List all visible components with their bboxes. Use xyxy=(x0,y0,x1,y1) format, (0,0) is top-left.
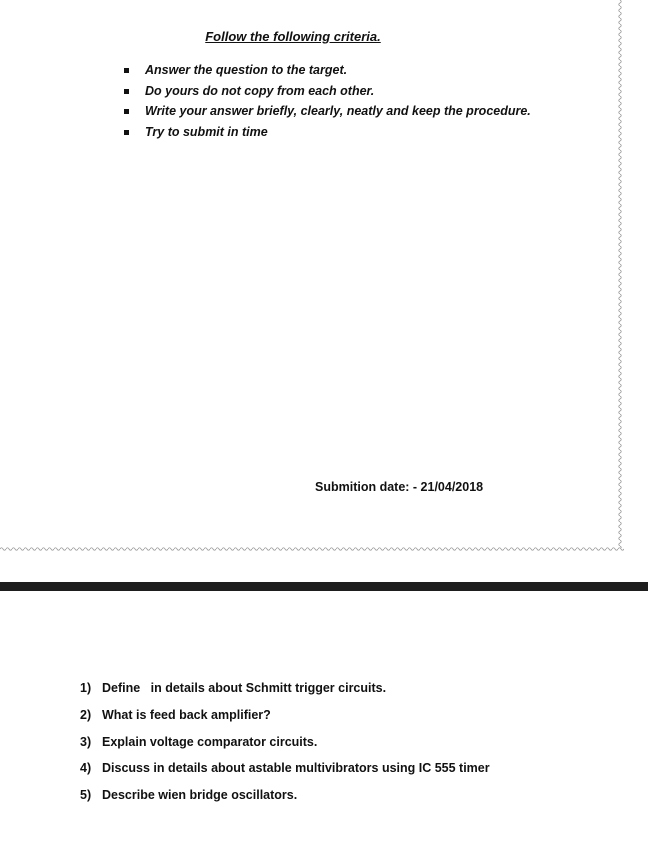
criteria-item xyxy=(123,122,531,143)
square-bullet-icon xyxy=(124,89,129,94)
question-item xyxy=(80,785,490,812)
question-number: 4) xyxy=(80,761,92,776)
criteria-item xyxy=(123,60,531,81)
criteria-item-text: Try to submit in time xyxy=(145,125,268,140)
question-number: 3) xyxy=(80,734,92,749)
question-number: 1) xyxy=(80,681,92,695)
questions-list xyxy=(80,678,490,812)
question-item xyxy=(80,732,490,759)
criteria-heading: Follow the following criteria. xyxy=(205,29,381,44)
square-bullet-icon xyxy=(124,68,129,73)
page-border-right xyxy=(616,0,624,548)
page-border-bottom xyxy=(0,544,624,554)
question-text: What is feed back amplifier? xyxy=(102,707,271,722)
question-text: Define in details about Schmitt trigger circuits. xyxy=(102,681,387,695)
criteria-item-text: Write your answer briefly, clearly, neatly and keep the procedure. xyxy=(145,104,531,119)
criteria-item-text: Do yours do not copy from each other. xyxy=(145,83,375,98)
question-number: 5) xyxy=(80,788,92,803)
criteria-item xyxy=(123,81,531,102)
submission-date: Submition date: - 21/04/2018 xyxy=(315,480,484,494)
criteria-list xyxy=(123,60,531,143)
criteria-item-text: Answer the question to the target. xyxy=(145,63,348,77)
question-text: Describe wien bridge oscillators. xyxy=(102,788,298,803)
square-bullet-icon xyxy=(124,109,129,114)
question-item xyxy=(80,705,490,732)
square-bullet-icon xyxy=(124,130,129,135)
question-item xyxy=(80,678,490,705)
page-divider xyxy=(0,582,648,591)
criteria-item xyxy=(123,101,531,122)
question-number: 2) xyxy=(80,707,92,722)
question-text: Discuss in details about astable multivibrators using IC 555 timer xyxy=(102,761,490,776)
question-text: Explain voltage comparator circuits. xyxy=(102,734,318,749)
question-item xyxy=(80,758,490,785)
